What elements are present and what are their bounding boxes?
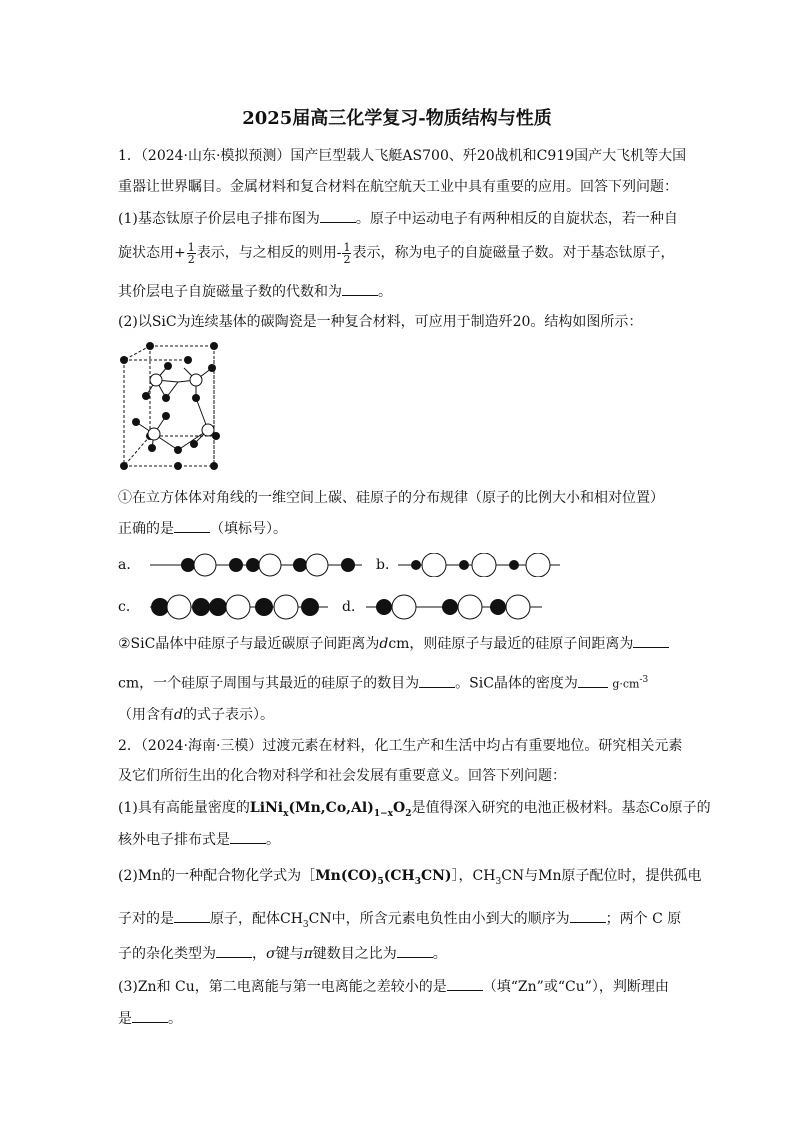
fraction-numerator: 1: [187, 240, 195, 254]
q2-line-2: 及它们所衍生出的化合物对科学和社会发展有重要意义。回答下列问题：: [118, 768, 566, 784]
q1-sub2-text-e: （用含有: [118, 707, 174, 723]
q1-sum-end: 。: [378, 284, 392, 300]
q2-part3-text-c: 是: [118, 1011, 132, 1027]
q2-part2-line2: [118, 908, 681, 935]
complex-cn: CN): [420, 868, 452, 884]
fraction-denominator: 2: [187, 252, 195, 266]
q1-sub2-line3: [118, 705, 274, 725]
variable-d: d: [379, 636, 389, 652]
q2-line-1: 2．（2024·海南·三模）过渡元素在材料，化工生产和生活中均占有重要地位。研究相关元素: [118, 738, 683, 754]
formula-o: O: [393, 800, 406, 816]
formula-sub-1-x: 1−x: [373, 808, 394, 819]
option-b-label[interactable]: b．: [376, 557, 399, 573]
q1-sub1-line1: ①在立方体体对角线的一维空间上碳、硅原子的分布规律（原子的比例大小和相对位置）: [118, 490, 664, 506]
sub-3: 3: [302, 919, 309, 930]
complex-sub-3: 3: [414, 876, 421, 887]
option-a-chain: [150, 553, 365, 577]
q2-part2-end: 。: [432, 946, 447, 962]
complex-mn-co: Mn(CO): [315, 868, 378, 884]
q2-part2-text-g: ；两个 C 原: [605, 911, 682, 927]
q1-sub2-line1: [118, 633, 669, 654]
q1-spin-minus-text: 表示，与之相反的则用-: [196, 245, 342, 261]
q1-sub2-text: ②SiC晶体中硅原子与最近碳原子间距离为: [118, 636, 380, 652]
q2-part2-text-d: 子对的是: [118, 911, 174, 927]
q2-part2-text-k: 键数目之比为: [312, 946, 397, 962]
q2-part1-text-c: 核外电子排布式是: [118, 832, 230, 848]
q2-part3-text: (3)Zn和 Cu，第二电离能与第一电离能之差较小的是: [118, 979, 447, 995]
density-unit: g·cm: [612, 677, 640, 691]
document-title: 2025届高三化学复习-物质结构与性质: [242, 108, 552, 129]
q2-comma: ，: [252, 946, 266, 962]
q1-sub2-text-b: cm，则硅原子与最近的硅原子间距离为: [388, 636, 634, 652]
q1-sub1-text: 正确的是: [118, 521, 174, 537]
q2-part1-end: 。: [266, 832, 280, 848]
unit-exponent: -3: [639, 675, 649, 685]
option-d-label[interactable]: d．: [342, 599, 365, 615]
option-d-chain: [366, 594, 546, 620]
cathode-formula: [249, 800, 412, 819]
sub-3: 3: [495, 876, 502, 887]
q1-part2-line: (2)以SiC为连续基体的碳陶瓷是一种复合材料，可应用于制造歼20。结构如图所示：: [118, 314, 643, 330]
q2-part2-text-e: 原子，配体CH: [210, 911, 303, 927]
q1-part1-line1: [118, 208, 678, 229]
q1-sub2-text-c: cm，一个硅原子周围与其最近的硅原子的数目为: [118, 675, 420, 692]
q2-part3-line2: [118, 1008, 182, 1029]
formula-mn-co-al: (Mn,Co,Al): [288, 800, 374, 816]
answer-blank[interactable]: [397, 943, 433, 958]
sigma-symbol: σ: [266, 946, 276, 962]
q2-part2-text-b: ］，CH: [451, 868, 496, 884]
q2-part1-text-b: 是值得深入研究的电池正极材料。基态Co原子的: [411, 800, 711, 816]
answer-blank[interactable]: [633, 633, 669, 648]
q1-part1-text-b: 。原子中运动电子有两种相反的自旋状态，若一种自: [355, 211, 678, 227]
q2-part1-line2: [118, 829, 280, 850]
answer-blank[interactable]: [174, 908, 210, 923]
fraction-one-half: [187, 242, 196, 265]
answer-blank[interactable]: [447, 976, 483, 991]
q1-sum-text: 其价层电子自旋磁量子数的代数和为: [118, 284, 342, 300]
answer-blank[interactable]: [174, 518, 210, 533]
q2-part3-end: 。: [168, 1011, 182, 1027]
q2-part2-text: (2)Mn的一种配合物化学式为［: [118, 868, 316, 884]
q2-part2-line1: [118, 866, 702, 892]
answer-blank[interactable]: [320, 208, 356, 223]
complex-sub-5: 5: [377, 876, 384, 887]
option-c-chain: [150, 594, 330, 620]
q1-sub2-text-d: 。SiC晶体的密度为: [455, 675, 578, 692]
option-c-label[interactable]: c．: [118, 599, 140, 615]
q1-sub1-hint: （填标号）。: [210, 521, 287, 537]
q1-sub2-line2: [118, 670, 648, 695]
q1-line-1: 1．（2024·山东·模拟预测）国产巨型载人飞艇AS700、歼20战机和C919国产大飞机等大国: [118, 148, 687, 164]
answer-blank[interactable]: [230, 829, 266, 844]
sic-unit-cell-diagram: [116, 340, 236, 470]
complex-ch: (CH: [383, 868, 415, 884]
answer-blank[interactable]: [419, 673, 455, 688]
option-a-label[interactable]: a．: [118, 557, 141, 573]
formula-sub-2: 2: [405, 808, 412, 819]
q2-part1-text: (1)具有高能量密度的: [118, 800, 250, 816]
q1-part1-text: (1)基态钛原子价层电子排布图为: [118, 211, 320, 227]
q1-sub2-text-f: 的式子表示）。: [182, 707, 274, 723]
q2-part2-text-f: CN中，所含元素电负性由小到大的顺序为: [308, 911, 570, 927]
q2-part2-line3: [118, 943, 447, 964]
formula-sub-x: x: [283, 808, 289, 819]
fraction-denominator: 2: [343, 252, 351, 266]
variable-d: d: [174, 707, 183, 723]
option-b-chain: [398, 553, 563, 577]
q2-part2-text-c: CN与Mn原子配位时，提供孤电: [501, 868, 702, 884]
complex-formula: [315, 868, 452, 887]
answer-blank[interactable]: [578, 673, 608, 688]
q1-spin-plus-text: 旋状态用+: [118, 245, 186, 261]
pi-symbol: π: [303, 946, 313, 962]
q1-part1-line3: [118, 281, 392, 302]
q2-part1-line1: [118, 798, 711, 824]
q2-part3-text-b: （填“Zn”或“Cu”），判断理由: [482, 979, 669, 995]
answer-blank[interactable]: [570, 908, 606, 923]
answer-blank[interactable]: [342, 281, 378, 296]
q1-spin-desc: 表示，称为电子的自旋磁量子数。对于基态钛原子，: [352, 245, 675, 261]
answer-blank[interactable]: [132, 1008, 168, 1023]
q2-part3-line1: [118, 976, 669, 997]
q1-sub1-line2: [118, 518, 287, 539]
fraction-one-half-2: [342, 242, 351, 265]
q2-part2-text-j: 键与: [275, 946, 304, 962]
q1-line-2: 重器让世界瞩目。金属材料和复合材料在航空航天工业中具有重要的应用。回答下列问题：: [118, 179, 678, 195]
answer-blank[interactable]: [216, 943, 252, 958]
fraction-numerator: 1: [343, 240, 351, 254]
formula-li-ni: LiNi: [249, 800, 284, 816]
q2-part2-text-h: 子的杂化类型为: [118, 946, 216, 962]
q1-part1-line2: [118, 240, 674, 266]
